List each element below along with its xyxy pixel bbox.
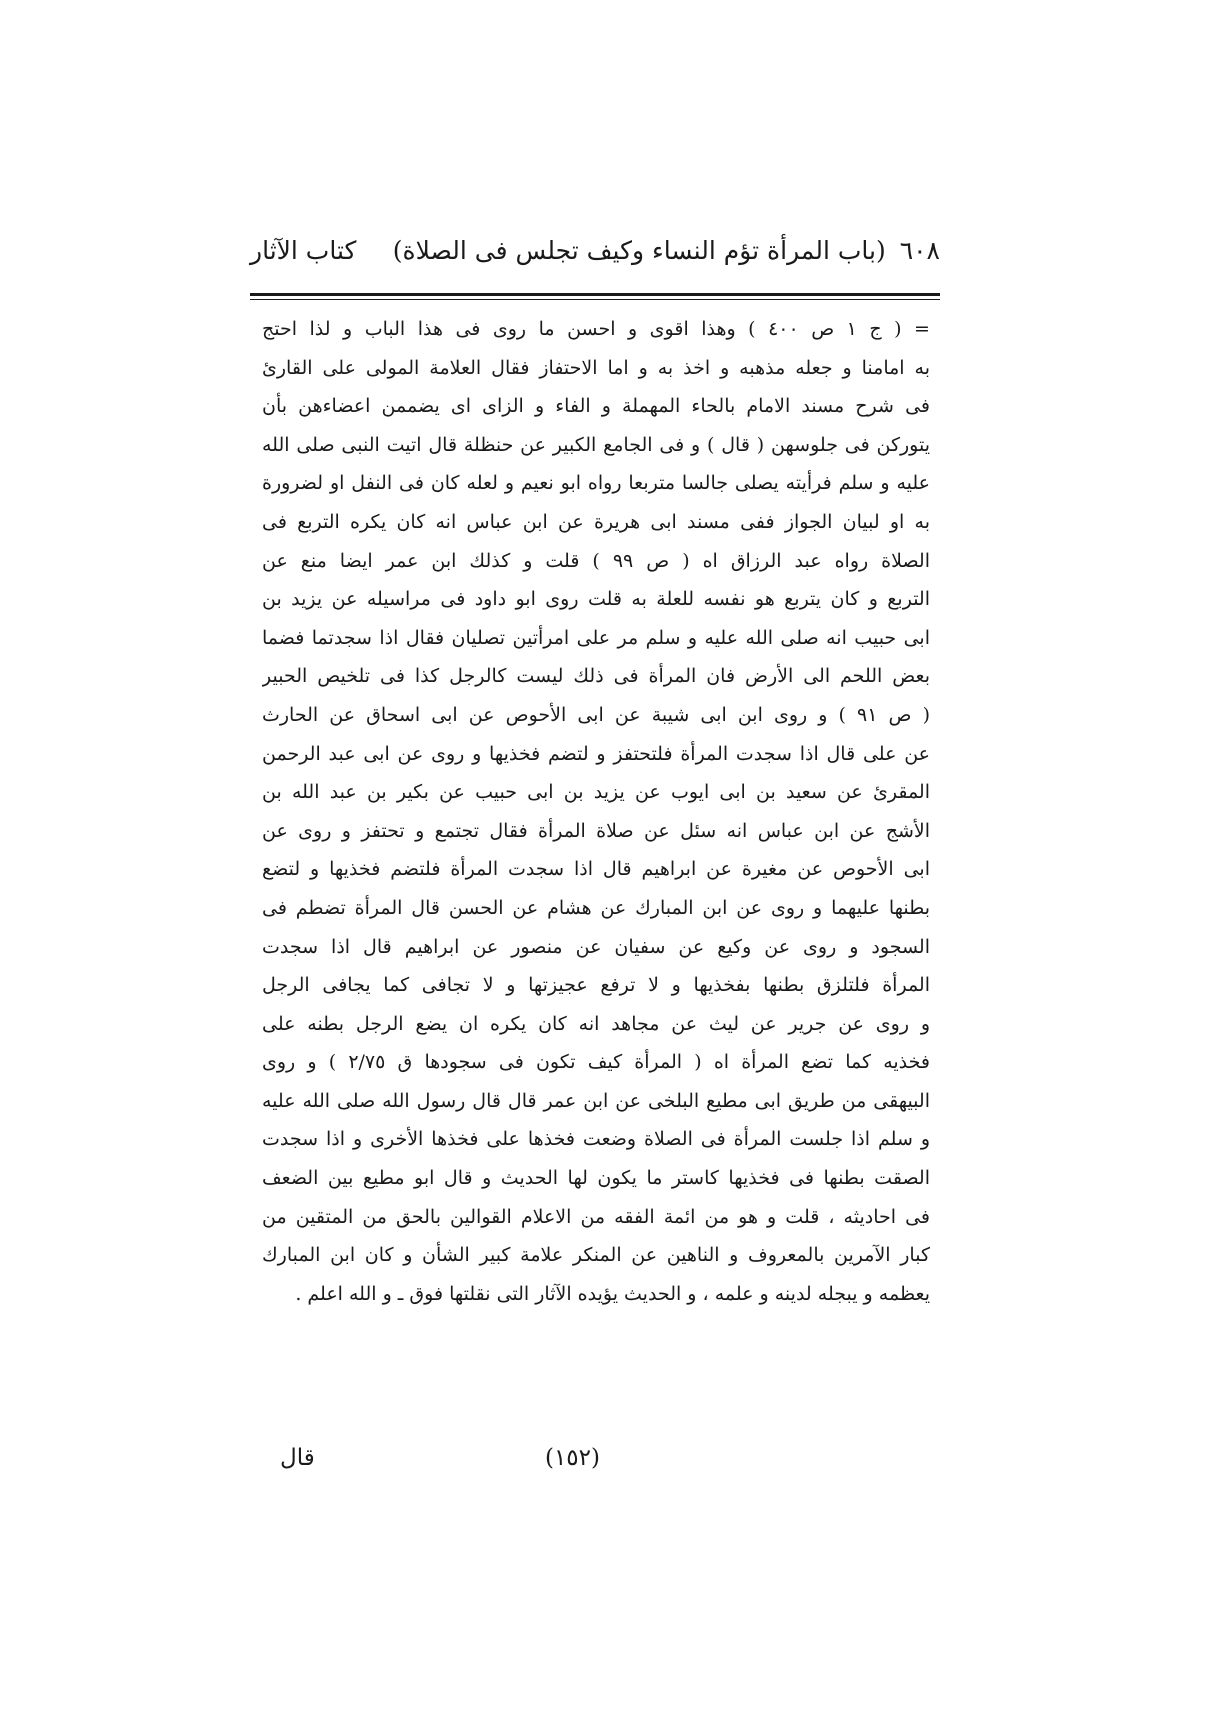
text-line: به او لبيان الجواز ففى مسند ابى هريرة عن ابن عباس انه كان يكره التربع فى: [262, 510, 930, 533]
header-rule-thin: [250, 299, 940, 300]
page-footer: [280, 1445, 600, 1485]
text-line: يعظمه و يبجله لدينه و علمه ، و الحديث يؤيده الآثار التى نقلتها فوق ـ و الله اعلم .: [295, 1282, 930, 1305]
text-line: التربع و كان يتربع هو نفسه للعلة به قلت روى ابو داود فى مراسيله عن يزيد بن: [262, 588, 930, 611]
header-rule-thick: [250, 293, 940, 296]
running-title: (باب المرأة تؤم النساء وكيف تجلس فى الصلاة): [392, 236, 886, 265]
catchword: قال: [280, 1445, 315, 1471]
text-line: السجود و روى عن وكيع عن سفيان عن منصور عن ابراهيم قال اذا سجدت: [262, 935, 930, 958]
text-line: به امامنا و جعله مذهبه و اخذ به و اما الاحتفاز فقال العلامة المولى على القارئ: [262, 356, 930, 379]
text-line: بعض اللحم الى الأرض فان المرأة فى ذلك ليست كالرجل كذا فى تلخيص الحبير: [262, 665, 930, 688]
text-line: البيهقى من طريق ابى مطيع البلخى عن ابن عمر قال قال رسول الله صلى الله عليه: [262, 1089, 930, 1112]
text-line: كبار الآمرين بالمعروف و الناهين عن المنكر علامة كبير الشأن و كان ابن المبارك: [262, 1244, 930, 1267]
text-line: و سلم اذا جلست المرأة فى الصلاة وضعت فخذها على فخذها الأخرى و اذا سجدت: [262, 1128, 930, 1151]
text-line: ( ص ٩١ ) و روى ابن ابى شيبة عن ابى الأحوص عن ابى اسحاق عن الحارث: [262, 703, 930, 726]
text-line: المرأة فلتلزق بطنها بفخذيها و لا ترفع عجيزتها و لا تجافى كما يجافى الرجل: [262, 974, 930, 997]
page-header: [250, 236, 940, 286]
text-line: فى شرح مسند الامام بالحاء المهملة و الفاء و الزاى اى يضممن اعضاءهن بأن: [262, 395, 930, 418]
signature-number: (١٥٢): [544, 1445, 600, 1471]
text-line: فخذيه كما تضع المرأة اه ( المرأة كيف تكون فى سجودها ق ٢/٧٥ ) و روى: [262, 1051, 930, 1074]
text-line: = ( ج ١ ص ٤٠٠ ) وهذا اقوى و احسن ما روى فى هذا الباب و لذا احتج: [262, 318, 930, 340]
text-line: يتوركن فى جلوسهن ( قال ) و فى الجامع الكبير عن حنظلة قال اتيت النبى صلى الله: [262, 433, 930, 456]
text-line: المقرئ عن سعيد بن ابى ايوب عن يزيد بن ابى حبيب عن بكير بن عبد الله بن: [262, 781, 930, 804]
text-line: عن على قال اذا سجدت المرأة فلتحتفز و لتضم فخذيها و روى عن ابى عبد الرحمن: [262, 742, 930, 765]
book-title: كتاب الآثار: [250, 236, 357, 265]
body-text: [262, 310, 930, 1313]
text-line: الأشج عن ابن عباس انه سئل عن صلاة المرأة فقال تجتمع و تحتفز و روى عن: [262, 819, 930, 842]
text-line: الصقت بطنها فى فخذيها كاستر ما يكون لها الحديث و قال ابو مطيع بين الضعف: [262, 1167, 930, 1190]
page-number: ٦٠٨: [899, 236, 940, 265]
text-line: فى احاديثه ، قلت و هو من ائمة الفقه من الاعلام القوالين بالحق من المتقين من: [262, 1205, 930, 1228]
text-line: ابى الأحوص عن مغيرة عن ابراهيم قال اذا سجدت المرأة فلتضم فخذيها و لتضع: [262, 858, 930, 881]
text-line: ابى حبيب انه صلى الله عليه و سلم مر على امرأتين تصليان فقال اذا سجدتما فضما: [262, 626, 930, 649]
text-line: بطنها عليهما و روى عن ابن المبارك عن هشام عن الحسن قال المرأة تضطم فى: [262, 896, 930, 919]
text-line: عليه و سلم فرأيته يصلى جالسا متربعا رواه ابو نعيم و لعله كان فى النفل او لضرورة: [262, 472, 930, 495]
text-line: و روى عن جرير عن ليث عن مجاهد انه كان يكره ان يضع الرجل بطنه على: [262, 1012, 930, 1035]
text-line: الصلاة رواه عبد الرزاق اه ( ص ٩٩ ) قلت و كذلك ابن عمر ايضا منع عن: [262, 549, 930, 572]
